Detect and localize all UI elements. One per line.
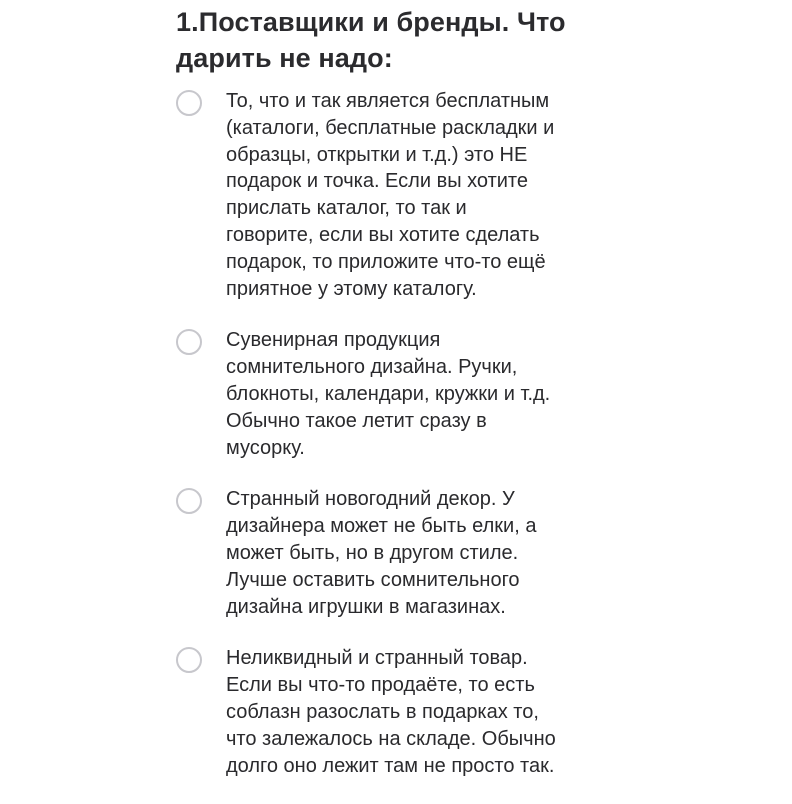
unchecked-circle-icon[interactable] [176, 647, 202, 673]
checklist-item [176, 88, 646, 302]
checklist [176, 88, 646, 804]
checklist-item-text[interactable]: Странный новогодний декор. У дизайнера может не быть елки, а может быть, но в другом стиле. Лучше оставить сомнительного дизайна игрушки в магазинах. [226, 488, 537, 618]
checklist-item [176, 486, 646, 620]
unchecked-circle-icon[interactable] [176, 488, 202, 514]
unchecked-circle-icon[interactable] [176, 329, 202, 355]
note-title: 1.Поставщики и бренды. Что дарить не надо: [176, 7, 566, 73]
checklist-item-text[interactable]: Сувенирная продукция сомнительного дизайна. Ручки, блокноты, календари, кружки и т.д. Обычно такое летит сразу в мусорку. [226, 329, 551, 459]
checklist-item-text[interactable]: Неликвидный и странный товар. Если вы что-то продаёте, то есть соблазн разослать в подарках то, что залежалось на складе. Обычно долго оно лежит там не просто так. [226, 647, 556, 777]
checklist-item [176, 645, 646, 779]
checklist-item-text[interactable]: То, что и так является бесплатным (каталоги, бесплатные раскладки и образцы, открытки и т.д.) это НЕ подарок и точка. Если вы хотите прислать каталог, то так и говорите, если вы хотите сделать подарок, то приложите что-то ещё приятное у этому каталогу. [226, 90, 555, 300]
unchecked-circle-icon[interactable] [176, 90, 202, 116]
checklist-item [176, 327, 646, 461]
